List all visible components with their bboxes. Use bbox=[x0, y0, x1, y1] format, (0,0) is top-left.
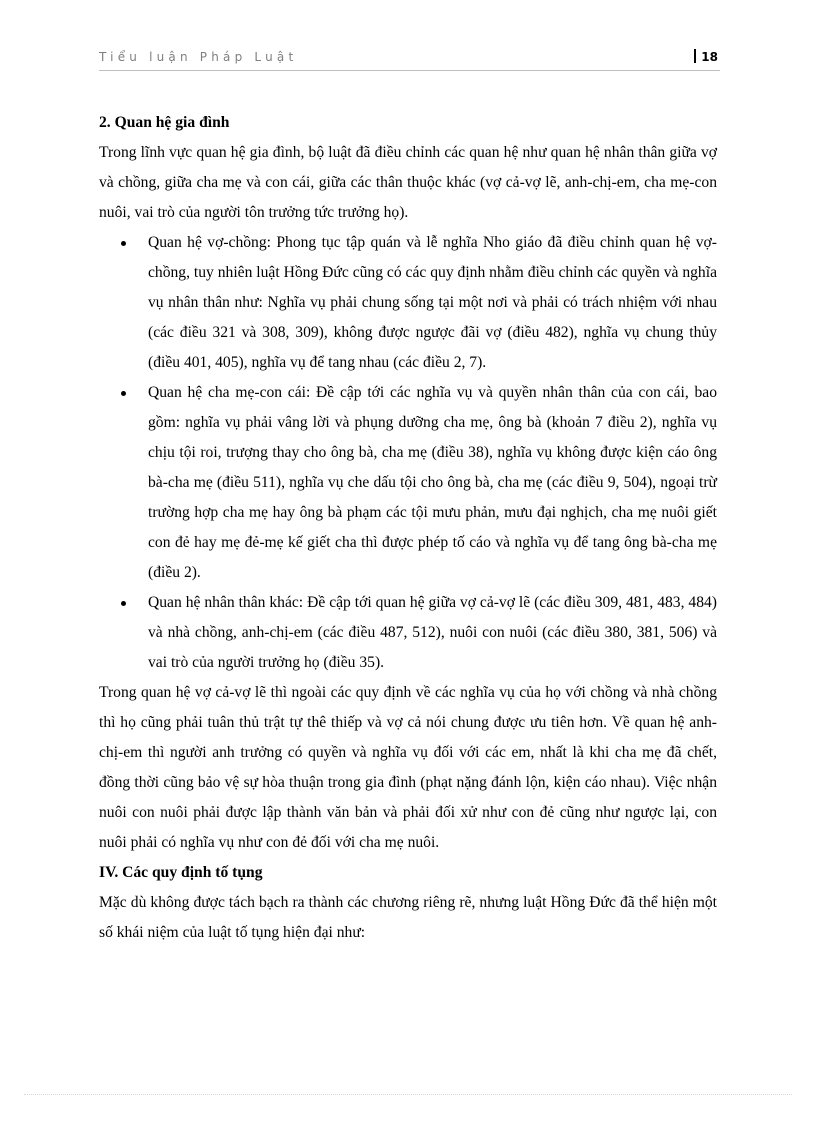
bullet-item-spouse-relations bbox=[99, 228, 717, 378]
page-header bbox=[99, 48, 720, 71]
document-body bbox=[99, 108, 717, 948]
bullet-icon bbox=[121, 601, 126, 606]
bullet-icon bbox=[121, 241, 126, 246]
bullet-text: Quan hệ cha mẹ-con cái: Đề cập tới các nghĩa vụ và quyền nhân thân của con cái, bao gồm: nghĩa vụ phải vâng lời và phụng dưỡng cha mẹ, ông bà (khoản 7 điều 2), nghĩa vụ chịu tội roi, trượng thay cho ông bà, cha mẹ (điều 38), nghĩa vụ không được kiện cáo ông bà-cha mẹ (điều 511), nghĩa vụ che dấu tội cho ông bà, cha mẹ (các điều 9, 504), ngoại trừ trường hợp cha mẹ hay ông bà phạm các tội mưu phản, mưu đại nghịch, cha mẹ nuôi giết con đẻ hay mẹ đẻ-mẹ kế giết cha thì được phép tố cáo và nghĩa vụ để tang ông bà-cha mẹ (điều 2). bbox=[148, 384, 717, 581]
bullet-text: Quan hệ nhân thân khác: Đề cập tới quan hệ giữa vợ cả-vợ lẽ (các điều 309, 481, 483, 484) và nhà chồng, anh-chị-em (các điều 487, 512), nuôi con nuôi (các điều 380, 381, 506) và vai trò của người trưởng họ (điều 35). bbox=[148, 594, 717, 671]
page-number-divider bbox=[694, 49, 696, 63]
page-number bbox=[694, 49, 718, 64]
section-intro-paragraph: Trong lĩnh vực quan hệ gia đình, bộ luật đã điều chỉnh các quan hệ như quan hệ nhân thân giữa vợ và chồng, giữa cha mẹ và con cái, giữa các thân thuộc khác (vợ cả-vợ lẽ, anh-chị-em, cha mẹ-con nuôi, vai trò của người tôn trưởng tức trưởng họ). bbox=[99, 144, 717, 221]
bullet-text: Quan hệ vợ-chồng: Phong tục tập quán và lễ nghĩa Nho giáo đã điều chỉnh quan hệ vợ-chồng, tuy nhiên luật Hồng Đức cũng có các quy định nhằm điều chỉnh các quyền và nghĩa vụ nhân thân như: Nghĩa vụ phải chung sống tại một nơi và phải có trách nhiệm với nhau (các điều 321 và 308, 309), không được ngược đãi vợ (điều 482), nghĩa vụ chung thủy (điều 401, 405), nghĩa vụ để tang nhau (các điều 2, 7). bbox=[148, 234, 717, 371]
footer-divider bbox=[24, 1094, 792, 1095]
section-heading-procedural-rules: IV. Các quy định tố tụng bbox=[99, 864, 263, 881]
procedural-intro-paragraph: Mặc dù không được tách bạch ra thành các chương riêng rẽ, nhưng luật Hồng Đức đã thể hiện một số khái niệm của luật tố tụng hiện đại như: bbox=[99, 894, 717, 941]
section-heading-family-relations: 2. Quan hệ gia đình bbox=[99, 114, 230, 131]
bullet-item-parent-child-relations bbox=[99, 378, 717, 588]
page-number-value: 18 bbox=[701, 50, 718, 64]
bullet-list bbox=[99, 228, 717, 678]
header-title: Tiểu luận Pháp Luật bbox=[99, 50, 298, 64]
bullet-item-other-relations bbox=[99, 588, 717, 678]
bullet-icon bbox=[121, 391, 126, 396]
closing-paragraph: Trong quan hệ vợ cả-vợ lẽ thì ngoài các quy định về các nghĩa vụ của họ với chồng và nhà chồng thì họ cũng phải tuân thủ trật tự thê thiếp và vợ cả nói chung được ưu tiên hơn. Về quan hệ anh-chị-em thì người anh trưởng có quyền và nghĩa vụ đối với các em, nhất là khi cha mẹ đã chết, đồng thời cũng bảo vệ sự hòa thuận trong gia đình (phạt nặng đánh lộn, kiện cáo nhau). Việc nhận nuôi con nuôi phải được lập thành văn bản và phải đối xử như con đẻ cũng như ngược lại, con nuôi phải có nghĩa vụ như con đẻ đối với cha mẹ nuôi. bbox=[99, 684, 717, 851]
